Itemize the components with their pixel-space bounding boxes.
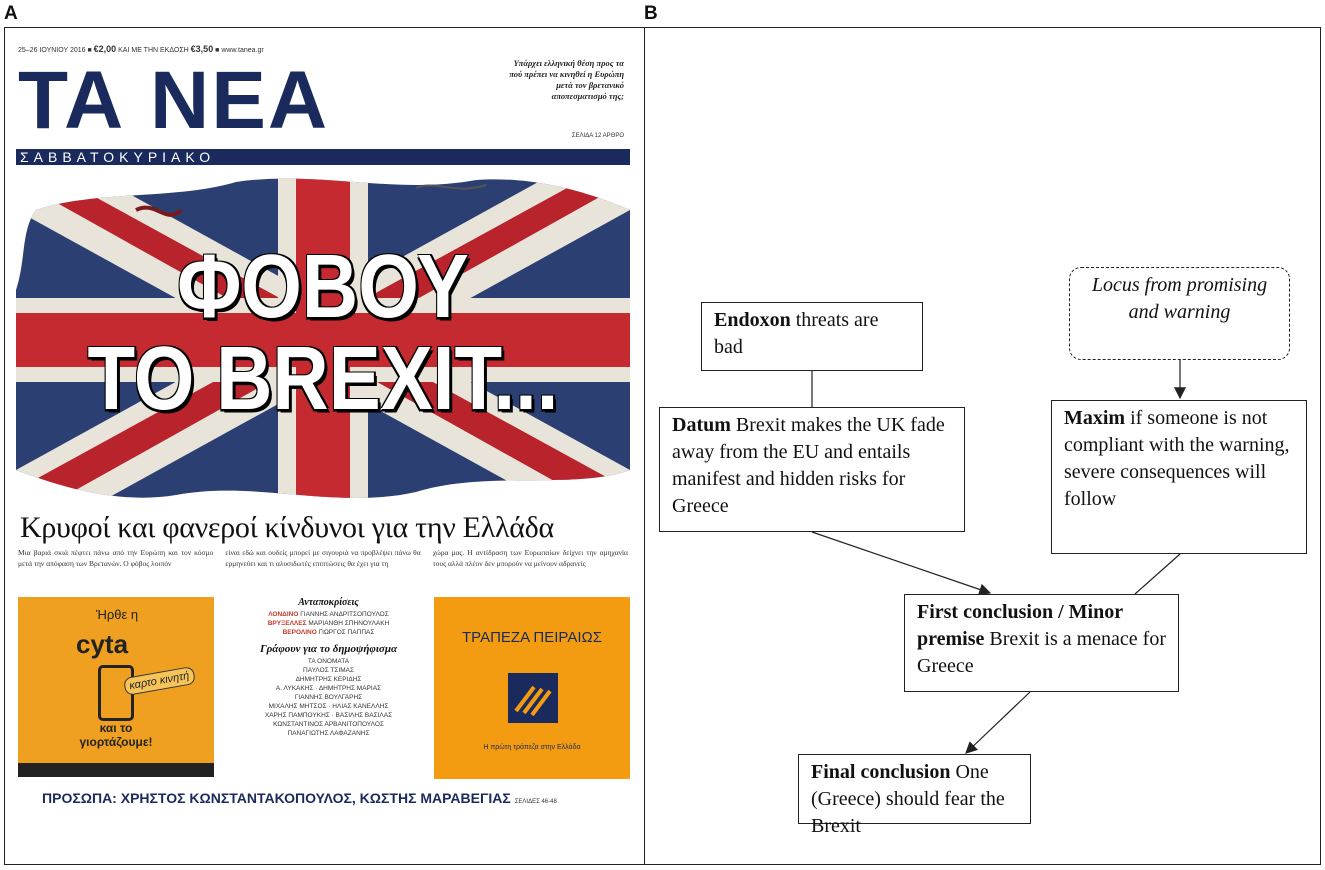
report-line: ΛΟΝΔΙΝΟ ΓΙΑΝΝΗΣ ΑΝΔΡΙΤΣΟΠΟΥΛΟΣ	[268, 611, 389, 618]
maxim-box: Maxim if someone is not compliant with the warning, severe consequences will follow	[1051, 400, 1307, 554]
headline-line-2: ΤΟ BREXIT...	[87, 327, 559, 429]
newspaper-topline: 25–26 ΙΟΥΝΙΟΥ 2016 ■ €2,00 ΚΑΙ ΜΕ ΤΗΝ ΕΚΔΟΣΗ €3,50 ■ www.tanea.gr	[18, 44, 264, 54]
arrow-datum-first-conclusion	[812, 532, 990, 593]
bank-slogan: Η πρώτη τράπεζα στην Ελλάδα	[483, 744, 581, 751]
endoxon-box: Endoxon threats are bad	[701, 302, 923, 371]
newspaper-teaser-ref: ΣΕΛΙΔΑ 12 ΑΡΘΡΟ	[571, 133, 624, 139]
newspaper-subheadline: Κρυφοί και φανεροί κίνδυνοι για την Ελλάδα	[20, 511, 554, 544]
newspaper-masthead: ΤΑ ΝΕΑ	[18, 55, 330, 146]
reports-title: Ανταποκρίσεις	[298, 597, 359, 608]
cyta-logo: cyta	[76, 629, 129, 659]
first-conclusion-box: First conclusion / Minor premise Brexit is a menace for Greece	[904, 594, 1179, 692]
cyta-ad-tag: καρτο κινητή	[123, 666, 196, 696]
body-column: Μια βαριά σκιά πέφτει πάνω από την Ευρώπη και τον κόσμο μετά την απόφαση των Βρετανών. Ο φόβος λοιπόν	[18, 548, 214, 568]
newspaper-footer: ΠΡΟΣΩΠΑ: ΧΡΗΣΤΟΣ ΚΩΝΣΤΑΝΤΑΚΟΠΟΥΛΟΣ, ΚΩΣΤΗΣ ΜΑΡΑΒΕΓΙΑΣ ΣΕΛΙΔΕΣ 46-48	[42, 790, 557, 806]
arrow-first-to-final-conclusion	[966, 692, 1030, 753]
locus-box: Locus from promising and warning	[1069, 267, 1290, 360]
cyta-ad-line1: Ήρθε η	[96, 607, 139, 622]
final-conclusion-box: Final conclusion One (Greece) should fear the Brexit	[798, 754, 1031, 824]
report-line: ΒΕΡΟΛΙΝΟ ΓΙΩΡΓΟΣ ΠΑΠΠΑΣ	[282, 629, 375, 636]
cyta-ad-slogan: και το γιορτάζουμε!	[79, 721, 153, 749]
body-column: χώρα μας. Η αντίδραση των Ευρωπαίων δείχνει την αμηχανία τους αλλά πλέον δεν μπορούν να μείνουν αδρανείς	[432, 548, 628, 568]
writer-line: ΔΗΜΗΤΡΗΣ ΚΕΡΙΔΗΣ	[295, 676, 362, 683]
newspaper-teaser: Υπάρχει ελληνική θέση προς τα πού πρέπει να κινηθεί η Ευρώπη μετά τον βρετανικό αποπεσματισμό της;	[509, 58, 624, 101]
writer-line: ΧΑΡΗΣ ΠΑΜΠΟΥΚΗΣ · ΒΑΣΙΛΗΣ ΒΑΣΙΛΑΣ	[264, 712, 393, 719]
panel-a-label: A	[4, 3, 18, 24]
writer-line: ΓΙΑΝΝΗΣ ΒΟΥΛΓΑΡΗΣ	[294, 694, 363, 701]
writer-line: ΜΙΧΑΛΗΣ ΜΗΤΣΟΣ · ΗΛΙΑΣ ΚΑΝΕΛΛΗΣ	[268, 703, 389, 710]
writers-subtitle: ΤΑ ΟΝΟΜΑΤΑ	[307, 658, 350, 665]
writers-title: Γράφουν για το δημοψήφισμα	[259, 643, 398, 655]
newspaper-edition-bar: ΣΑΒΒΑΤΟΚΥΡΙΑΚΟ	[16, 149, 630, 165]
headline-line-1: ΦΟΒΟΥ	[177, 235, 469, 337]
panel-b-label: B	[644, 3, 658, 24]
writer-line: ΠΑΝΑΓΙΩΤΗΣ ΛΑΦΑΖΑΝΗΣ	[287, 730, 370, 737]
connector-maxim-first-conclusion	[1135, 554, 1180, 594]
report-line: ΒΡΥΞΕΛΛΕΣ ΜΑΡΙΑΝΘΗ ΣΠΗΝΟΥΛΑΚΗ	[267, 620, 390, 627]
bank-name: ΤΡΑΠΕΖΑ ΠΕΙΡΑΙΩΣ	[462, 629, 602, 646]
writer-line: Α. ΛΥΚΑΚΗΣ · ΔΗΜΗΤΡΗΣ ΜΑΡΙΑΣ	[275, 685, 382, 692]
datum-box: Datum Brexit makes the UK fade away from the EU and entails manifest and hidden risks for Greece	[659, 407, 965, 532]
writer-line: ΠΑΥΛΟΣ ΤΣΙΜΑΣ	[303, 667, 354, 674]
writer-line: ΚΩΝΣΤΑΝΤΙΝΟΣ ΑΡΒΑΝΙΤΟΠΟΥΛΟΣ	[273, 721, 384, 728]
body-column: είναι εδώ και ουδείς μπορεί με σιγουριά να προβλέψει πάνω θα ερμηνεύει και τι αλυσιδωτές επιπτώσεις θα έχει για τη	[225, 548, 421, 568]
